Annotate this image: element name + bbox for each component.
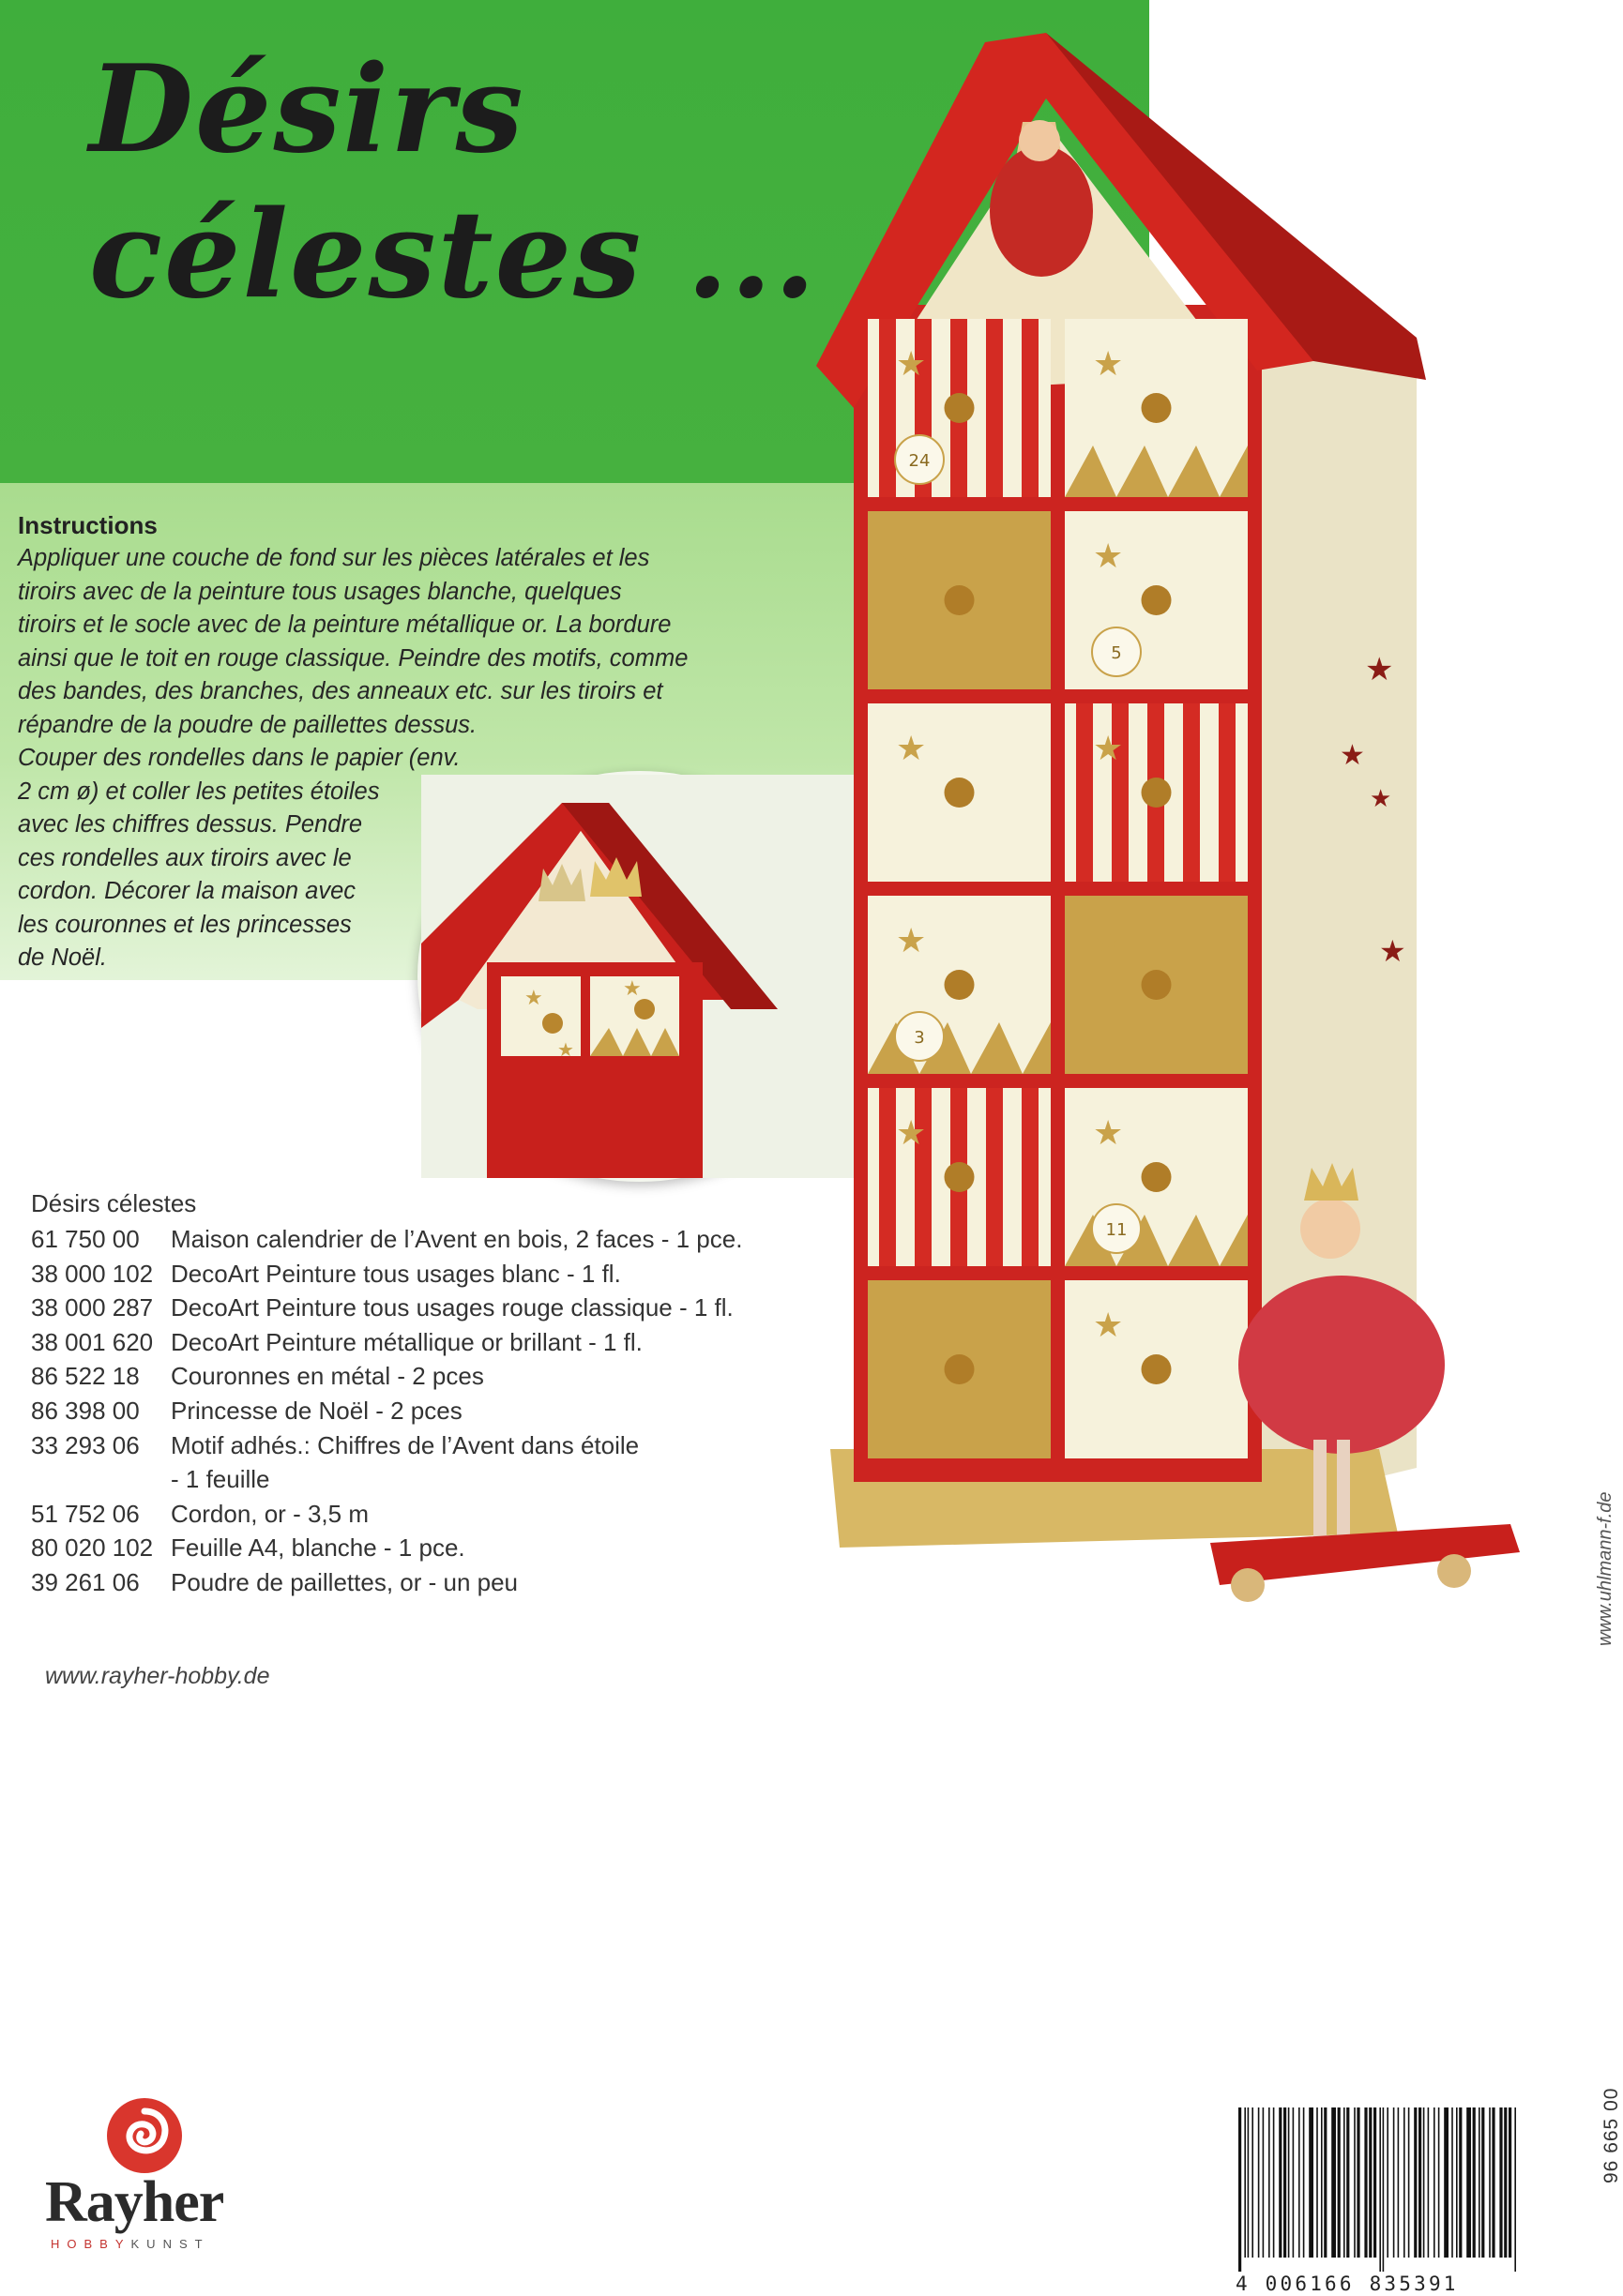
svg-text:★: ★ [896, 345, 927, 384]
drawer-number: 11 [1105, 1220, 1128, 1240]
material-code: 86 522 18 [31, 1362, 140, 1391]
svg-text:★: ★ [896, 1307, 927, 1345]
title-line-1: Désirs [89, 39, 525, 180]
material-item [31, 1257, 742, 1292]
material-desc: Princesse de Noël - 2 pces [171, 1396, 463, 1425]
barcode-bars-icon [1236, 2107, 1520, 2272]
instructions-line: ces rondelles aux tiroirs avec le [18, 844, 352, 871]
item-number-text: 96 665 00 [1600, 2087, 1622, 2183]
logo-sub-kunst: KUNST [130, 2237, 210, 2251]
instructions-line: 2 cm ø) et coller les petites étoiles [18, 778, 380, 805]
material-code: 51 752 06 [31, 1499, 140, 1528]
logo-brand-text: Rayher [45, 2170, 224, 2234]
svg-text:★: ★ [896, 537, 927, 576]
barcode [1236, 2107, 1520, 2272]
material-desc: Maison calendrier de l’Avent en bois, 2 faces - 1 pce. [171, 1225, 743, 1253]
website-link[interactable]: www.rayher-hobby.de [45, 1663, 270, 1689]
material-code: 61 750 00 [31, 1225, 140, 1253]
material-code: 38 000 102 [31, 1259, 154, 1288]
material-desc: DecoArt Peinture métallique or brillant - 1 fl. [171, 1327, 643, 1356]
instructions-line: Couper des rondelles dans le papier (env. [18, 745, 461, 771]
rose-logo-icon [105, 2096, 184, 2175]
svg-text:★: ★ [896, 922, 927, 960]
svg-text:★: ★ [896, 730, 927, 768]
material-code: 39 261 06 [31, 1567, 140, 1596]
drawer-number: 3 [914, 1028, 925, 1048]
instructions-line: ainsi que le toit en rouge classique. Peindre des motifs, comme [18, 644, 689, 672]
material-code: 86 398 00 [31, 1396, 140, 1425]
instructions-line: de Noël. [18, 944, 107, 971]
instructions-line: cordon. Décorer la maison avec [18, 878, 356, 904]
material-code: 80 020 102 [31, 1533, 154, 1563]
rayher-logo [45, 2096, 270, 2260]
material-item [31, 1497, 742, 1532]
svg-text:★: ★ [896, 1114, 927, 1153]
material-desc: DecoArt Peinture tous usages blanc - 1 fl. [171, 1259, 621, 1288]
material-desc: Feuille A4, blanche - 1 pce. [171, 1533, 465, 1563]
instructions-line: tiroirs avec de la peinture tous usages blanche, quelques [18, 578, 622, 605]
logo-sub-hobby: HOBBY [51, 2237, 131, 2251]
advent-calendar-house-photo [816, 23, 1520, 1627]
material-desc: Couronnes en métal - 2 pces [171, 1362, 484, 1391]
svg-text:★: ★ [1370, 785, 1392, 813]
materials-title: Désirs célestes [31, 1189, 197, 1217]
svg-text:★: ★ [1379, 933, 1406, 969]
svg-text:★: ★ [1093, 1307, 1124, 1345]
roof-detail-illustration [421, 775, 857, 1178]
barcode-number: 4 006166 835391 [1236, 2273, 1459, 2295]
drawer-number: 5 [1111, 643, 1122, 663]
material-item [31, 1325, 742, 1360]
page-title [89, 38, 817, 328]
svg-text:★: ★ [1340, 739, 1365, 772]
instructions-line: avec les chiffres dessus. Pendre [18, 811, 363, 838]
drawer-number: 24 [908, 451, 931, 471]
svg-text:★: ★ [557, 1038, 574, 1061]
title-line-2: célestes ... [89, 185, 818, 325]
material-item [31, 1394, 742, 1428]
material-code: 33 293 06 [31, 1430, 140, 1459]
instructions-heading: Instructions [18, 511, 158, 539]
material-item [31, 1565, 742, 1600]
svg-text:★: ★ [524, 987, 543, 1010]
material-desc: Motif adhés.: Chiffres de l’Avent dans étoile - 1 feuille [171, 1430, 640, 1494]
material-item [31, 1531, 742, 1565]
material-item [31, 1222, 742, 1257]
svg-text:★: ★ [1093, 730, 1124, 768]
material-item [31, 1291, 742, 1325]
instructions-line: tiroirs et le socle avec de la peinture métallique or. La bordure [18, 612, 672, 638]
material-desc: Cordon, or - 3,5 m [171, 1499, 369, 1528]
advent-calendar-illustration [816, 23, 1520, 1627]
svg-text:★: ★ [1093, 922, 1124, 960]
svg-text:★: ★ [1093, 1114, 1124, 1153]
instructions-line: des bandes, des branches, des anneaux etc. sur les tiroirs et [18, 678, 663, 704]
material-desc: DecoArt Peinture tous usages rouge classique - 1 fl. [171, 1293, 734, 1322]
material-code: 38 001 620 [31, 1327, 154, 1356]
logo-subtitle [51, 2237, 210, 2251]
materials-list [31, 1222, 742, 1600]
instructions-line: les couronnes et les princesses [18, 911, 352, 938]
material-item [31, 1359, 742, 1394]
svg-text:★: ★ [1093, 537, 1124, 576]
svg-text:★: ★ [1093, 345, 1124, 384]
material-code: 38 000 287 [31, 1293, 154, 1322]
instructions-line: Appliquer une couche de fond sur les pièces latérales et les [18, 545, 650, 571]
svg-text:★: ★ [1365, 651, 1394, 688]
detail-inset-photo [417, 771, 861, 1182]
instructions-line: répandre de la poudre de paillettes dessus. [18, 711, 478, 738]
svg-text:★: ★ [623, 977, 642, 1001]
material-item [31, 1428, 742, 1497]
material-desc: Poudre de paillettes, or - un peu [171, 1567, 519, 1596]
vertical-credit-text: www.uhlmann-f.de [1595, 1491, 1615, 1646]
